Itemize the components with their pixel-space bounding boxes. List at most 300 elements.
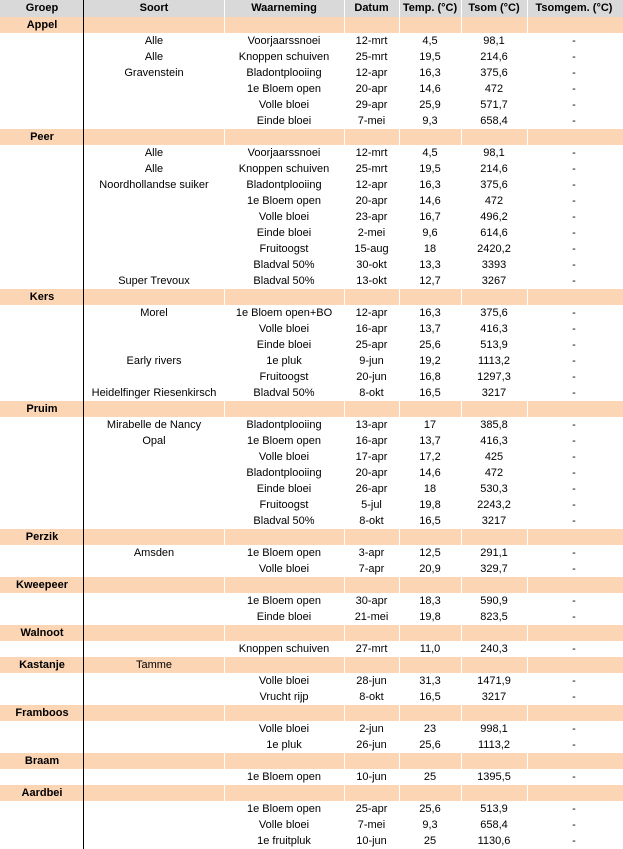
tsomgem-cell: -: [572, 275, 576, 287]
waarneming-cell: 1e Bloem open: [247, 595, 321, 607]
soort-cell: Opal: [142, 435, 166, 447]
temp-cell: 25,9: [419, 99, 441, 111]
band-separator: [224, 657, 225, 673]
datum-cell: 26-jun: [356, 739, 387, 751]
datum-cell: 7-mei: [357, 115, 386, 127]
soort-cell: Alle: [144, 35, 164, 47]
table-row: [0, 833, 623, 849]
table-row: [0, 321, 623, 337]
group-name: Peer: [30, 131, 54, 143]
table-row: [0, 817, 623, 833]
tsom-cell: 1113,2: [477, 355, 510, 367]
soort-cell: Alle: [144, 51, 164, 63]
tsom-cell: 375,6: [480, 67, 508, 79]
soort-cell: [84, 193, 224, 209]
tsomgem-cell: -: [572, 691, 576, 703]
datum-cell: 2-mei: [357, 227, 386, 239]
datum-cell: 13-okt: [356, 275, 387, 287]
waarneming-cell: Bladontplooiing: [246, 467, 322, 479]
temp-cell: 16,5: [419, 691, 441, 703]
waarneming-cell: Knoppen schuiven: [238, 51, 330, 63]
temp-cell: 4,5: [422, 147, 438, 159]
temp-cell: 13,7: [419, 435, 441, 447]
header-tsom: Tsom (°C): [468, 2, 520, 14]
waarneming-cell: Vrucht rijp: [259, 691, 309, 703]
group-row: [0, 289, 623, 305]
waarneming-cell: Fruitoogst: [259, 499, 309, 511]
tsom-cell: 472: [484, 195, 504, 207]
band-separator: [224, 129, 225, 145]
table-header-row: [0, 0, 623, 17]
soort-cell: [84, 817, 224, 833]
waarneming-cell: Volle bloei: [258, 819, 310, 831]
table-row: [0, 241, 623, 257]
temp-cell: 13,3: [419, 259, 441, 271]
datum-cell: 21-mei: [354, 611, 389, 623]
band-separator: [344, 785, 345, 801]
tsom-cell: 472: [484, 467, 504, 479]
waarneming-cell: Bladval 50%: [253, 515, 315, 527]
datum-cell: 3-apr: [358, 547, 385, 559]
temp-cell: 19,8: [419, 499, 441, 511]
tsom-cell: 385,8: [480, 419, 508, 431]
soort-cell: Alle: [144, 163, 164, 175]
band-separator: [399, 753, 400, 769]
band-separator: [527, 753, 528, 769]
soort-cell: [84, 561, 224, 577]
datum-cell: 20-apr: [355, 195, 388, 207]
tsom-cell: 329,7: [480, 563, 508, 575]
tsom-cell: 571,7: [480, 99, 508, 111]
soort-cell: [84, 689, 224, 705]
group-name: Kers: [29, 291, 55, 303]
band-separator: [461, 753, 462, 769]
soort-cell: Amsden: [133, 547, 175, 559]
datum-cell: 30-apr: [355, 595, 388, 607]
tsomgem-cell: -: [572, 67, 576, 79]
table-row: [0, 609, 623, 625]
table-row: [0, 465, 623, 481]
band-separator: [399, 17, 400, 33]
temp-cell: 16,3: [419, 179, 441, 191]
table-row: [0, 353, 623, 369]
soort-cell: [84, 641, 224, 657]
tsomgem-cell: -: [572, 819, 576, 831]
datum-cell: 30-okt: [356, 259, 387, 271]
soort-cell: [84, 225, 224, 241]
temp-cell: 25: [423, 771, 437, 783]
temp-cell: 17,2: [419, 451, 441, 463]
band-separator: [224, 529, 225, 545]
band-separator: [527, 625, 528, 641]
temp-cell: 19,8: [419, 611, 441, 623]
datum-cell: 26-apr: [355, 483, 388, 495]
band-separator: [527, 289, 528, 305]
temp-cell: 9,3: [422, 819, 438, 831]
table-row: [0, 641, 623, 657]
group-row: [0, 625, 623, 641]
tsomgem-cell: -: [572, 435, 576, 447]
datum-cell: 16-apr: [355, 323, 388, 335]
band-separator: [461, 129, 462, 145]
waarneming-cell: Volle bloei: [258, 563, 310, 575]
waarneming-cell: 1e Bloem open+BO: [235, 307, 333, 319]
band-separator: [399, 705, 400, 721]
datum-cell: 25-apr: [355, 339, 388, 351]
header-soort: Soort: [139, 2, 169, 14]
temp-cell: 18: [423, 483, 437, 495]
tsomgem-cell: -: [572, 835, 576, 847]
table-row: [0, 81, 623, 97]
tsomgem-cell: -: [572, 115, 576, 127]
waarneming-cell: Volle bloei: [258, 99, 310, 111]
band-separator: [224, 625, 225, 641]
temp-cell: 14,6: [419, 467, 441, 479]
group-name: Aardbei: [21, 787, 63, 799]
group-row: [0, 753, 623, 769]
soort-cell: [84, 737, 224, 753]
datum-cell: 25-mrt: [355, 163, 388, 175]
waarneming-cell: Einde bloei: [256, 483, 312, 495]
soort-cell: [84, 337, 224, 353]
datum-cell: 2-jun: [359, 723, 384, 735]
tsom-cell: 513,9: [480, 803, 508, 815]
table-body: [0, 17, 623, 849]
band-separator: [344, 625, 345, 641]
soort-cell: [84, 801, 224, 817]
waarneming-cell: Volle bloei: [258, 211, 310, 223]
tsomgem-cell: -: [572, 499, 576, 511]
table-row: [0, 193, 623, 209]
band-separator: [399, 529, 400, 545]
datum-cell: 10-jun: [356, 835, 387, 847]
soort-cell: Morel: [140, 307, 168, 319]
tsom-cell: 375,6: [480, 307, 508, 319]
tsomgem-cell: -: [572, 803, 576, 815]
temp-cell: 23: [423, 723, 437, 735]
temp-cell: 12,7: [419, 275, 441, 287]
tsomgem-cell: -: [572, 675, 576, 687]
waarneming-cell: 1e pluk: [266, 739, 302, 751]
soort-cell: Mirabelle de Nancy: [106, 419, 202, 431]
table-row: [0, 497, 623, 513]
temp-cell: 14,6: [419, 83, 441, 95]
tsomgem-cell: -: [572, 643, 576, 655]
waarneming-cell: Einde bloei: [256, 227, 312, 239]
waarneming-cell: Fruitoogst: [259, 243, 309, 255]
tsom-cell: 214,6: [480, 51, 508, 63]
soort-cell: Alle: [144, 147, 164, 159]
soort-cell: Gravenstein: [124, 67, 184, 79]
table-row: [0, 545, 623, 561]
group-row: [0, 129, 623, 145]
datum-cell: 12-mrt: [355, 147, 388, 159]
band-separator: [527, 577, 528, 593]
table-row: [0, 257, 623, 273]
table-row: [0, 225, 623, 241]
band-separator: [399, 129, 400, 145]
soort-cell: [84, 481, 224, 497]
datum-cell: 29-apr: [355, 99, 388, 111]
datum-cell: 7-mei: [357, 819, 386, 831]
datum-cell: 8-okt: [359, 387, 384, 399]
datum-cell: 20-apr: [355, 467, 388, 479]
temp-cell: 18: [423, 243, 437, 255]
tsomgem-cell: -: [572, 611, 576, 623]
tsomgem-cell: -: [572, 355, 576, 367]
soort-cell: [84, 241, 224, 257]
table-row: [0, 337, 623, 353]
table-row: [0, 145, 623, 161]
band-separator: [399, 657, 400, 673]
waarneming-cell: Bladval 50%: [253, 259, 315, 271]
tsomgem-cell: -: [572, 163, 576, 175]
datum-cell: 12-apr: [355, 307, 388, 319]
waarneming-cell: Volle bloei: [258, 723, 310, 735]
waarneming-cell: Bladontplooiing: [246, 67, 322, 79]
tsomgem-cell: -: [572, 723, 576, 735]
band-separator: [399, 289, 400, 305]
soort-cell: [84, 513, 224, 529]
band-separator: [527, 657, 528, 673]
band-separator: [344, 753, 345, 769]
table-row: [0, 449, 623, 465]
datum-cell: 12-mrt: [355, 35, 388, 47]
band-separator: [461, 657, 462, 673]
band-separator: [461, 625, 462, 641]
soort-cell: Heidelfinger Riesenkirsch: [91, 387, 217, 399]
tsom-cell: 1130,6: [477, 835, 511, 847]
soort-cell: [84, 97, 224, 113]
temp-cell: 31,3: [419, 675, 441, 687]
datum-cell: 15-aug: [354, 243, 389, 255]
band-separator: [527, 17, 528, 33]
band-separator: [527, 0, 528, 17]
soort-cell: [84, 833, 224, 849]
table-row: [0, 513, 623, 529]
table-row: [0, 161, 623, 177]
group-name: Braam: [24, 755, 60, 767]
header-datum: Datum: [354, 2, 389, 14]
group-column-divider: [83, 0, 84, 849]
waarneming-cell: Einde bloei: [256, 339, 312, 351]
band-separator: [344, 0, 345, 17]
tsomgem-cell: -: [572, 483, 576, 495]
soort-cell: [84, 609, 224, 625]
band-separator: [527, 705, 528, 721]
waarneming-cell: Volle bloei: [258, 451, 310, 463]
waarneming-cell: 1e Bloem open: [247, 771, 321, 783]
table-row: [0, 673, 623, 689]
tsomgem-cell: -: [572, 99, 576, 111]
soort-cell: [84, 769, 224, 785]
tsomgem-cell: -: [572, 419, 576, 431]
soort-cell: [84, 113, 224, 129]
table-row: [0, 113, 623, 129]
temp-cell: 18,3: [419, 595, 441, 607]
header-waarneming: Waarneming: [251, 2, 317, 14]
table-row: [0, 481, 623, 497]
tsomgem-cell: -: [572, 323, 576, 335]
datum-cell: 17-apr: [355, 451, 388, 463]
band-separator: [344, 529, 345, 545]
tsom-cell: 240,3: [480, 643, 508, 655]
tsom-cell: 658,4: [480, 115, 508, 127]
tsomgem-cell: -: [572, 179, 576, 191]
tsom-cell: 1113,2: [477, 739, 510, 751]
group-row: [0, 401, 623, 417]
table-row: [0, 801, 623, 817]
soort-cell: [84, 673, 224, 689]
tsomgem-cell: -: [572, 563, 576, 575]
table-row: [0, 417, 623, 433]
soort-cell: [84, 593, 224, 609]
tsom-cell: 2420,2: [477, 243, 511, 255]
header-groep: Groep: [25, 2, 59, 14]
tsomgem-cell: -: [572, 51, 576, 63]
tsomgem-cell: -: [572, 243, 576, 255]
waarneming-cell: Volle bloei: [258, 675, 310, 687]
group-row: [0, 17, 623, 33]
temp-cell: 16,3: [419, 307, 441, 319]
soort-cell: [84, 81, 224, 97]
header-tsomgem: Tsomgem. (°C): [535, 2, 613, 14]
group-row: [0, 529, 623, 545]
band-separator: [344, 17, 345, 33]
table-row: [0, 305, 623, 321]
tsom-cell: 496,2: [480, 211, 508, 223]
group-row: [0, 785, 623, 801]
soort-cell: [84, 449, 224, 465]
table-row: [0, 385, 623, 401]
waarneming-cell: Volle bloei: [258, 323, 310, 335]
waarneming-cell: 1e Bloem open: [247, 803, 321, 815]
temp-cell: 25: [423, 835, 437, 847]
waarneming-cell: Knoppen schuiven: [238, 163, 330, 175]
band-separator: [399, 625, 400, 641]
waarneming-cell: Einde bloei: [256, 115, 312, 127]
datum-cell: 7-apr: [358, 563, 385, 575]
soort-cell: [84, 465, 224, 481]
soort-cell: Super Trevoux: [118, 275, 190, 287]
datum-cell: 28-jun: [356, 675, 387, 687]
tsom-cell: 3217: [481, 691, 507, 703]
tsom-cell: 98,1: [483, 147, 505, 159]
group-soort-cell: Tamme: [135, 659, 173, 671]
waarneming-cell: Knoppen schuiven: [238, 643, 330, 655]
tsom-cell: 3217: [481, 387, 507, 399]
temp-cell: 4,5: [422, 35, 438, 47]
band-separator: [461, 0, 462, 17]
temp-cell: 14,6: [419, 195, 441, 207]
group-row: [0, 657, 623, 673]
datum-cell: 5-jul: [361, 499, 382, 511]
temp-cell: 11,0: [419, 643, 441, 655]
temp-cell: 12,5: [419, 547, 441, 559]
tsom-cell: 3267: [481, 275, 507, 287]
temp-cell: 25,6: [419, 739, 441, 751]
band-separator: [527, 785, 528, 801]
datum-cell: 12-apr: [355, 67, 388, 79]
table-row: [0, 369, 623, 385]
temp-cell: 19,2: [419, 355, 441, 367]
tsom-cell: 513,9: [480, 339, 508, 351]
band-separator: [399, 785, 400, 801]
band-separator: [461, 17, 462, 33]
waarneming-cell: Voorjaarssnoei: [247, 147, 321, 159]
band-separator: [344, 129, 345, 145]
tsomgem-cell: -: [572, 739, 576, 751]
temp-cell: 9,3: [422, 115, 438, 127]
tsom-cell: 416,3: [480, 435, 508, 447]
tsom-cell: 590,9: [480, 595, 508, 607]
soort-cell: [84, 369, 224, 385]
datum-cell: 9-jun: [359, 355, 384, 367]
group-name: Framboos: [15, 707, 69, 719]
tsom-cell: 1297,3: [477, 371, 511, 383]
tsomgem-cell: -: [572, 515, 576, 527]
waarneming-cell: Fruitoogst: [259, 371, 309, 383]
datum-cell: 23-apr: [355, 211, 388, 223]
soort-cell: [84, 321, 224, 337]
table-row: [0, 769, 623, 785]
band-separator: [527, 401, 528, 417]
datum-cell: 16-apr: [355, 435, 388, 447]
temp-cell: 16,8: [419, 371, 441, 383]
group-name: Walnoot: [20, 627, 64, 639]
band-separator: [399, 0, 400, 17]
soort-cell: [84, 257, 224, 273]
table-row: [0, 561, 623, 577]
tsom-cell: 530,3: [480, 483, 508, 495]
temp-cell: 16,5: [419, 387, 441, 399]
group-name: Appel: [26, 19, 58, 31]
waarneming-cell: Voorjaarssnoei: [247, 35, 321, 47]
datum-cell: 27-mrt: [355, 643, 388, 655]
band-separator: [461, 529, 462, 545]
tsom-cell: 214,6: [480, 163, 508, 175]
group-name: Perzik: [25, 531, 59, 543]
soort-cell: [84, 721, 224, 737]
temp-cell: 16,7: [419, 211, 441, 223]
tsom-cell: 375,6: [480, 179, 508, 191]
tsom-cell: 614,6: [480, 227, 508, 239]
tsomgem-cell: -: [572, 339, 576, 351]
waarneming-cell: Einde bloei: [256, 611, 312, 623]
datum-cell: 20-jun: [356, 371, 387, 383]
table-row: [0, 177, 623, 193]
datum-cell: 25-mrt: [355, 51, 388, 63]
temp-cell: 16,5: [419, 515, 441, 527]
table-row: [0, 689, 623, 705]
band-separator: [224, 705, 225, 721]
soort-cell: Noordhollandse suiker: [99, 179, 209, 191]
soort-cell: [84, 209, 224, 225]
tsom-cell: 425: [484, 451, 504, 463]
temp-cell: 19,5: [419, 51, 441, 63]
band-separator: [461, 289, 462, 305]
tsom-cell: 1471,9: [477, 675, 511, 687]
header-temp: Temp. (°C): [402, 2, 458, 14]
tsom-cell: 472: [484, 83, 504, 95]
band-separator: [461, 705, 462, 721]
temp-cell: 20,9: [419, 563, 441, 575]
temp-cell: 19,5: [419, 163, 441, 175]
datum-cell: 12-apr: [355, 179, 388, 191]
band-separator: [461, 785, 462, 801]
tsom-cell: 2243,2: [477, 499, 511, 511]
datum-cell: 8-okt: [359, 691, 384, 703]
